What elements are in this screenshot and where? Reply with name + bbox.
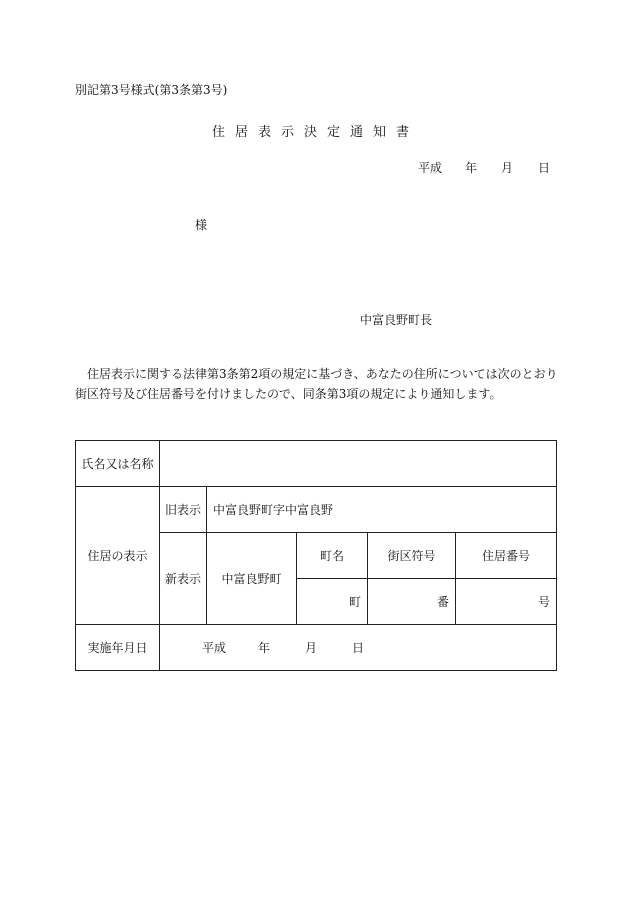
impl-day-unit: 日 bbox=[352, 641, 365, 655]
impl-year-unit: 年 bbox=[258, 641, 271, 655]
issue-date-month-unit: 月 bbox=[501, 161, 514, 175]
col-header-block-code: 街区符号 bbox=[368, 533, 456, 579]
issue-date-era: 平成 bbox=[418, 161, 443, 175]
new-display-town: 中富良野町 bbox=[207, 533, 297, 625]
body-line-1: 住居表示に関する法律第3条第2項の規定に基づき、あなたの住所については次のとおり bbox=[87, 367, 558, 381]
issue-date bbox=[418, 159, 550, 176]
issue-date-day-unit: 日 bbox=[538, 161, 551, 175]
implementation-date-label: 実施年月日 bbox=[76, 625, 160, 671]
implementation-date bbox=[160, 639, 556, 656]
col-header-residence-number: 住居番号 bbox=[456, 533, 557, 579]
old-display-value: 中富良野町字中富良野 bbox=[207, 487, 557, 533]
form-label: 別記第3号様式(第3条第3号) bbox=[75, 83, 228, 97]
recipient-honorific: 様 bbox=[195, 218, 208, 232]
unit-cho: 町 bbox=[297, 579, 368, 625]
impl-era: 平成 bbox=[202, 641, 227, 655]
new-display-label: 新表示 bbox=[160, 533, 207, 625]
issuer-name: 中富良野町長 bbox=[360, 313, 433, 327]
name-value-cell bbox=[160, 441, 557, 487]
name-label: 氏名又は名称 bbox=[76, 441, 160, 487]
col-header-town-name: 町名 bbox=[297, 533, 368, 579]
implementation-date-value bbox=[160, 625, 557, 671]
body-paragraph bbox=[75, 364, 565, 404]
unit-ban: 番 bbox=[368, 579, 456, 625]
old-display-label: 旧表示 bbox=[160, 487, 207, 533]
body-line-2: 街区符号及び住居番号を付けましたので、同条第3項の規定により通知します。 bbox=[75, 387, 502, 401]
unit-go: 号 bbox=[456, 579, 557, 625]
document-title: 住居表示決定通知書 bbox=[212, 125, 420, 140]
issue-date-year-unit: 年 bbox=[465, 161, 478, 175]
address-label: 住居の表示 bbox=[76, 487, 160, 625]
impl-month-unit: 月 bbox=[305, 641, 318, 655]
notification-table bbox=[75, 440, 557, 671]
